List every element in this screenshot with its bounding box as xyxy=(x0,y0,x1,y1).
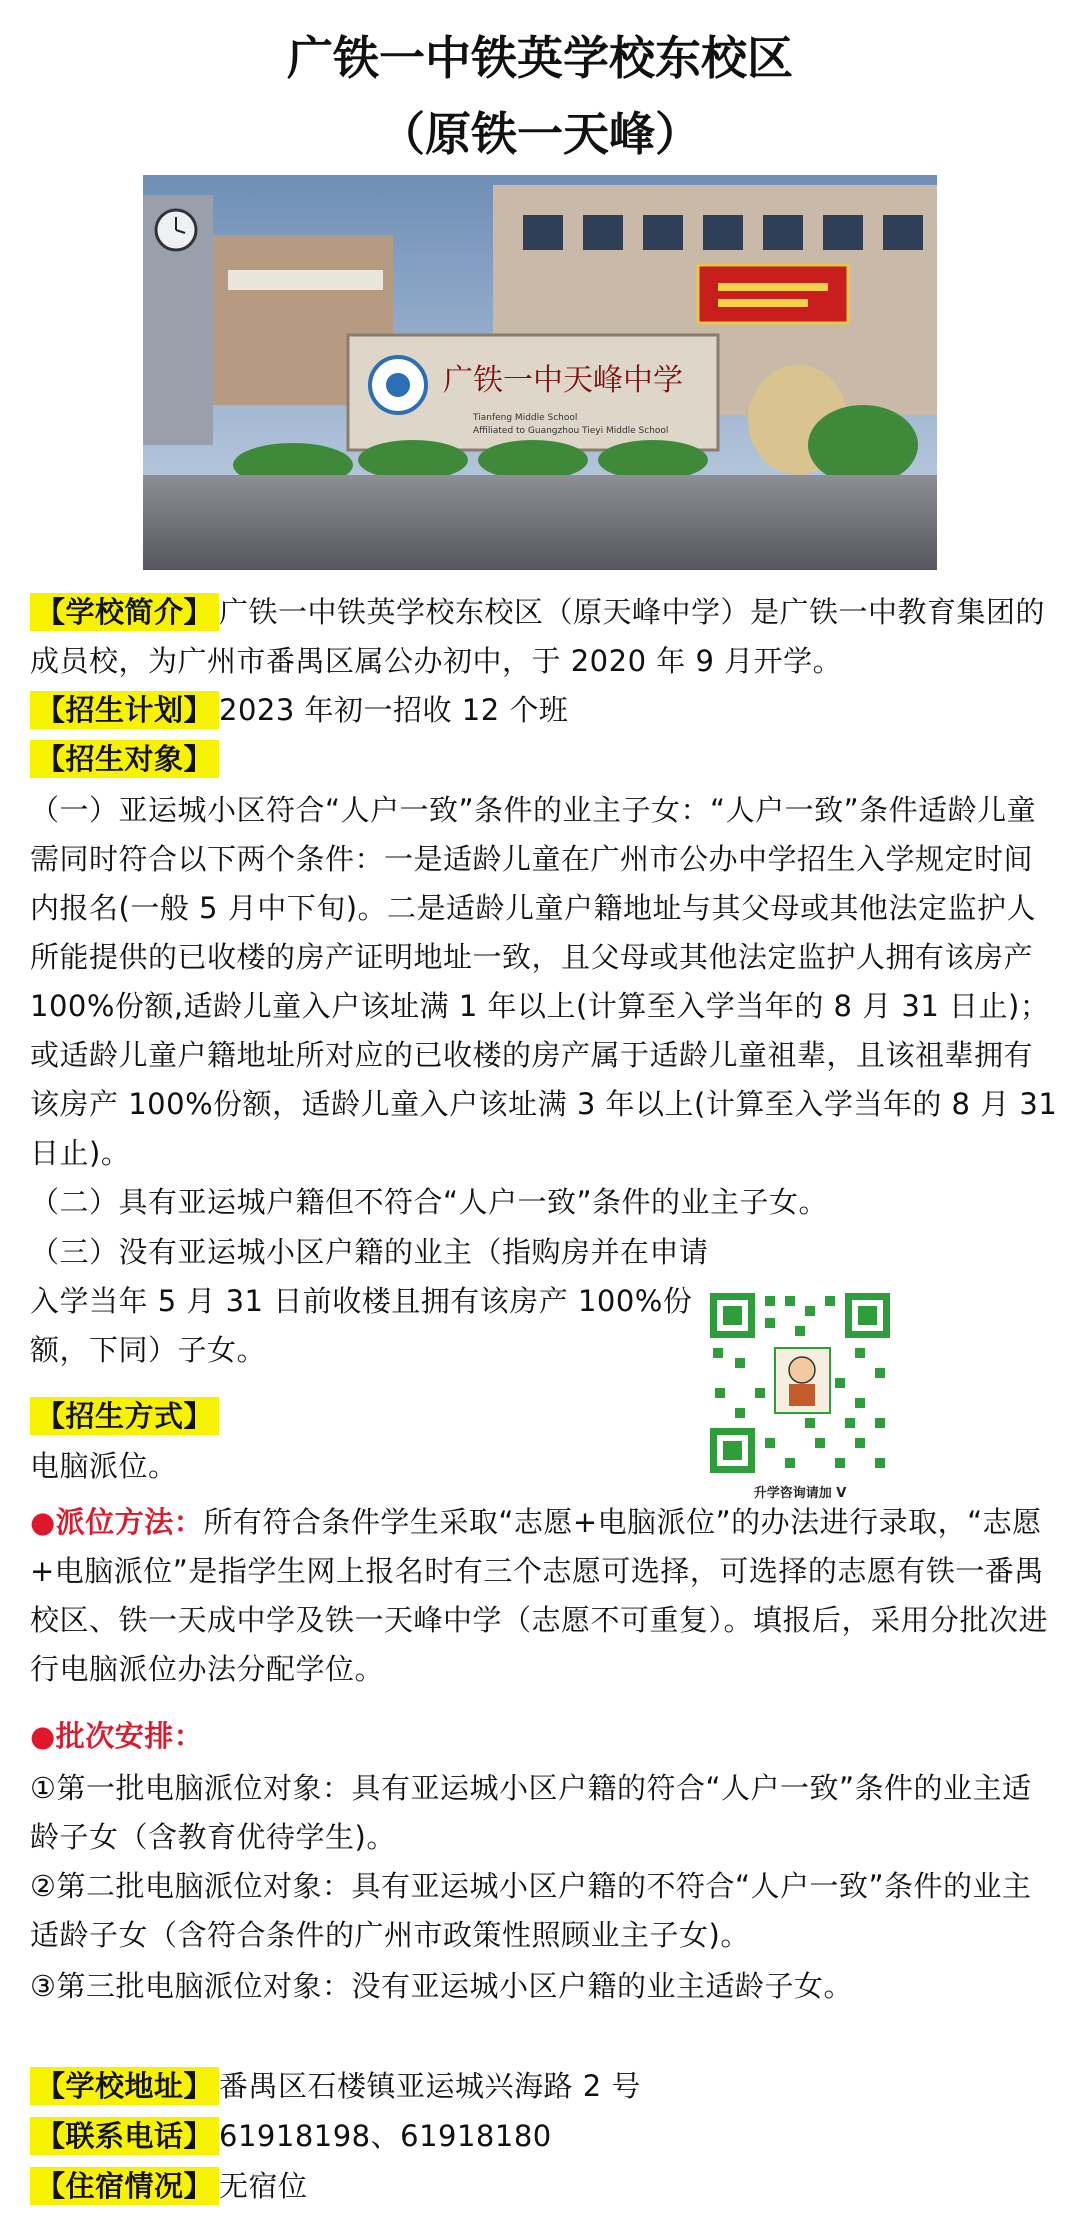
address-text: 番禺区石楼镇亚运城兴海路 2 号 xyxy=(219,2069,641,2103)
target-tag: 【招生对象】 xyxy=(30,740,219,778)
plan-text: 2023 年初一招收 12 个班 xyxy=(219,693,569,727)
address-tag: 【学校地址】 xyxy=(30,2067,219,2105)
phone-text: 61918198、61918180 xyxy=(219,2119,552,2153)
page-subtitle: （原铁一天峰） xyxy=(379,107,701,161)
boarding-line xyxy=(30,2162,1060,2211)
batch-1: ①第一批电脑派位对象：具有亚运城小区户籍的符合“人户一致”条件的业主适龄子女（含教育优待学生)。 xyxy=(30,1771,1032,1854)
plan-paragraph xyxy=(30,686,1060,735)
batch-3: ③第三批电脑派位对象：没有亚运城小区户籍的业主适龄子女。 xyxy=(30,1969,853,2003)
batches-label: ●批次安排： xyxy=(30,1719,204,1753)
allocation-text: 所有符合条件学生采取“志愿+电脑派位”的办法进行录取，“志愿+电脑派位”是指学生网上报名时有三个志愿可选择，可选择的志愿有铁一番禺校区、铁一天成中学及铁一天峰中学（志愿不可重复）。填报后，采用分批次进行电脑派位办法分配学位。 xyxy=(30,1505,1049,1686)
target-heading xyxy=(30,735,1060,784)
intro-text: 广铁一中铁英学校东校区（原天峰中学）是广铁一中教育集团的成员校，为广州市番禺区属公办初中，于 2020 年 9 月开学。 xyxy=(30,595,1046,678)
allocation-label: ●派位方法： xyxy=(30,1505,204,1539)
method-tag: 【招生方式】 xyxy=(30,1397,219,1435)
gate-sign-text: 广铁一中天峰中学 xyxy=(443,363,683,398)
method-text: 电脑派位。 xyxy=(30,1449,178,1483)
allocation-paragraph xyxy=(30,1498,1060,1694)
plan-tag: 【招生计划】 xyxy=(30,691,219,729)
method-heading xyxy=(30,1392,1060,1441)
qr-caption: 升学咨询请加 V xyxy=(753,1486,847,1501)
batch-2: ②第二批电脑派位对象：具有亚运城小区户籍的不符合“人户一致”条件的业主适龄子女（含符合条件的广州市政策性照顾业主子女)。 xyxy=(30,1869,1032,1952)
school-gate-photo xyxy=(143,175,937,570)
batches-heading xyxy=(30,1712,1060,1761)
gate-sign-english-1: Tianfeng Middle School xyxy=(473,413,578,423)
target-p3: （三）没有亚运城小区户籍的业主（指购房并在申请入学当年 5 月 31 日前收楼且拥有该房产 100%份额，下同）子女。 xyxy=(30,1235,709,1367)
boarding-text: 无宿位 xyxy=(219,2169,308,2203)
intro-tag: 【学校简介】 xyxy=(30,593,219,631)
address-line xyxy=(30,2062,1060,2111)
intro-paragraph xyxy=(30,588,1060,686)
boarding-tag: 【住宿情况】 xyxy=(30,2167,219,2205)
phone-line xyxy=(30,2112,1060,2161)
page-title: 广铁一中铁英学校东校区 xyxy=(287,31,793,85)
gate-sign-english-2: Affiliated to Guangzhou Tieyi Middle School xyxy=(473,426,669,436)
target-p1: （一）亚运城小区符合“人户一致”条件的业主子女：“人户一致”条件适龄儿童需同时符合以下两个条件：一是适龄儿童在广州市公办中学招生入学规定时间内报名(一般 5 月中下旬)。二是适龄儿童户籍地址与其父母或其他法定监护人所能提供的已收楼的房产证明地址一致，且父母或其他法定监护人拥有该房产 100%份额,适龄儿童入户该址满 1 年以上(计算至入学当年的 8 月 31 日止)；或适龄儿童户籍地址所对应的已收楼的房产属于适龄儿童祖辈，且该祖辈拥有该房产 100%份额，适龄儿童入户该址满 3 年以上(计算至入学当年的 8 月 31 日止)。 xyxy=(30,793,1058,1170)
phone-tag: 【联系电话】 xyxy=(30,2117,219,2155)
target-p2: （二）具有亚运城户籍但不符合“人户一致”条件的业主子女。 xyxy=(30,1185,829,1219)
